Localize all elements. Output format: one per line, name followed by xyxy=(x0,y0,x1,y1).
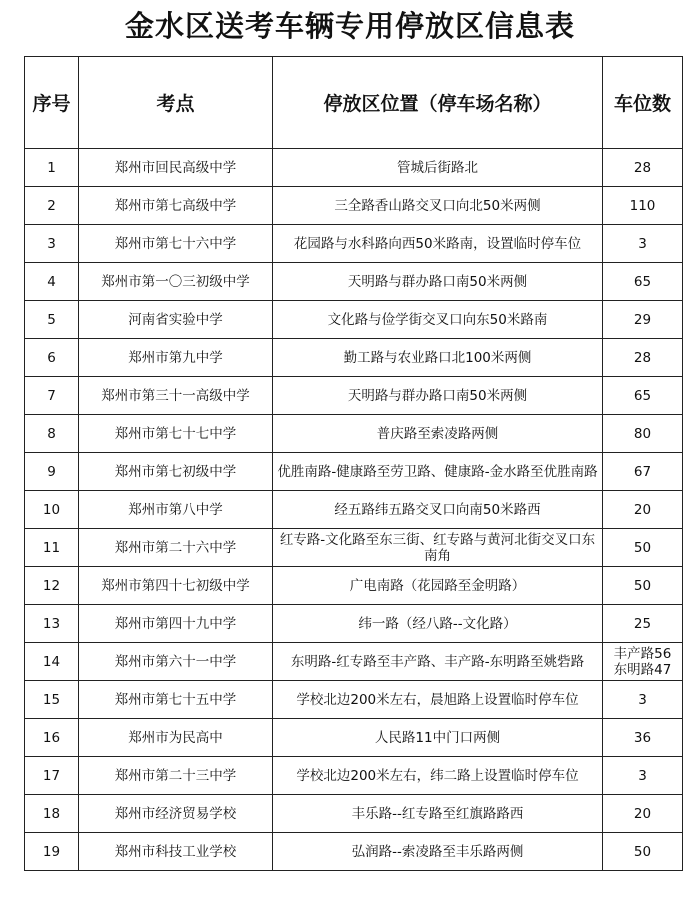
cell-location: 红专路-文化路至东三街、红专路与黄河北街交叉口东南角 xyxy=(273,529,603,567)
table-row xyxy=(25,225,683,263)
table-row xyxy=(25,187,683,225)
cell-spaces: 20 xyxy=(603,491,683,529)
table-row xyxy=(25,795,683,833)
header-location: 停放区位置（停车场名称） xyxy=(273,57,603,149)
cell-location: 学校北边200米左右，纬二路上设置临时停车位 xyxy=(273,757,603,795)
table-row xyxy=(25,567,683,605)
cell-location: 经五路纬五路交叉口向南50米路西 xyxy=(273,491,603,529)
table-row xyxy=(25,149,683,187)
cell-exam-site: 郑州市第七十六中学 xyxy=(79,225,273,263)
cell-exam-site: 郑州市经济贸易学校 xyxy=(79,795,273,833)
cell-spaces: 80 xyxy=(603,415,683,453)
cell-location: 勤工路与农业路口北100米两侧 xyxy=(273,339,603,377)
cell-no: 4 xyxy=(25,263,79,301)
cell-spaces: 50 xyxy=(603,567,683,605)
table-row xyxy=(25,681,683,719)
cell-exam-site: 郑州市第三十一高级中学 xyxy=(79,377,273,415)
cell-exam-site: 郑州市第七十五中学 xyxy=(79,681,273,719)
cell-exam-site: 郑州市第二十六中学 xyxy=(79,529,273,567)
cell-spaces: 29 xyxy=(603,301,683,339)
table-row xyxy=(25,529,683,567)
table-body xyxy=(25,149,683,871)
cell-spaces: 50 xyxy=(603,529,683,567)
cell-no: 13 xyxy=(25,605,79,643)
table-row xyxy=(25,757,683,795)
cell-no: 16 xyxy=(25,719,79,757)
cell-no: 14 xyxy=(25,643,79,681)
cell-spaces: 110 xyxy=(603,187,683,225)
cell-no: 2 xyxy=(25,187,79,225)
cell-spaces: 3 xyxy=(603,757,683,795)
cell-exam-site: 郑州市第四十七初级中学 xyxy=(79,567,273,605)
table-row xyxy=(25,339,683,377)
cell-location: 东明路-红专路至丰产路、丰产路-东明路至姚砦路 xyxy=(273,643,603,681)
parking-info-table xyxy=(24,56,683,871)
table-header-row xyxy=(25,57,683,149)
cell-no: 12 xyxy=(25,567,79,605)
cell-location: 天明路与群办路口南50米两侧 xyxy=(273,377,603,415)
cell-exam-site: 郑州市第六十一中学 xyxy=(79,643,273,681)
cell-spaces: 28 xyxy=(603,339,683,377)
table-row xyxy=(25,605,683,643)
cell-location: 广电南路（花园路至金明路） xyxy=(273,567,603,605)
cell-no: 7 xyxy=(25,377,79,415)
cell-spaces: 65 xyxy=(603,263,683,301)
cell-no: 8 xyxy=(25,415,79,453)
cell-spaces: 丰产路56 东明路47 xyxy=(603,643,683,681)
cell-no: 5 xyxy=(25,301,79,339)
cell-exam-site: 郑州市科技工业学校 xyxy=(79,833,273,871)
cell-location: 三全路香山路交叉口向北50米两侧 xyxy=(273,187,603,225)
table-row xyxy=(25,377,683,415)
table-row xyxy=(25,415,683,453)
cell-exam-site: 郑州市第二十三中学 xyxy=(79,757,273,795)
cell-no: 1 xyxy=(25,149,79,187)
cell-exam-site: 郑州市第七初级中学 xyxy=(79,453,273,491)
cell-spaces: 67 xyxy=(603,453,683,491)
header-spaces: 车位数 xyxy=(603,57,683,149)
cell-no: 10 xyxy=(25,491,79,529)
header-exam-site: 考点 xyxy=(79,57,273,149)
cell-location: 弘润路--索凌路至丰乐路两侧 xyxy=(273,833,603,871)
cell-spaces: 3 xyxy=(603,225,683,263)
cell-location: 丰乐路--红专路至红旗路路西 xyxy=(273,795,603,833)
cell-exam-site: 郑州市第四十九中学 xyxy=(79,605,273,643)
cell-spaces: 65 xyxy=(603,377,683,415)
cell-no: 18 xyxy=(25,795,79,833)
cell-no: 17 xyxy=(25,757,79,795)
cell-location: 天明路与群办路口南50米两侧 xyxy=(273,263,603,301)
cell-exam-site: 郑州市第七十七中学 xyxy=(79,415,273,453)
cell-location: 纬一路（经八路--文化路） xyxy=(273,605,603,643)
table-row xyxy=(25,643,683,681)
cell-exam-site: 郑州市第七高级中学 xyxy=(79,187,273,225)
cell-location: 学校北边200米左右，晨旭路上设置临时停车位 xyxy=(273,681,603,719)
cell-exam-site: 郑州市回民高级中学 xyxy=(79,149,273,187)
table-row xyxy=(25,453,683,491)
cell-exam-site: 郑州市第一〇三初级中学 xyxy=(79,263,273,301)
cell-exam-site: 郑州市为民高中 xyxy=(79,719,273,757)
cell-location: 普庆路至索凌路两侧 xyxy=(273,415,603,453)
cell-spaces: 50 xyxy=(603,833,683,871)
cell-spaces: 3 xyxy=(603,681,683,719)
cell-no: 15 xyxy=(25,681,79,719)
table-row xyxy=(25,301,683,339)
cell-spaces: 25 xyxy=(603,605,683,643)
cell-no: 11 xyxy=(25,529,79,567)
cell-no: 9 xyxy=(25,453,79,491)
cell-no: 19 xyxy=(25,833,79,871)
cell-exam-site: 郑州市第九中学 xyxy=(79,339,273,377)
cell-spaces: 36 xyxy=(603,719,683,757)
cell-spaces: 20 xyxy=(603,795,683,833)
header-no: 序号 xyxy=(25,57,79,149)
cell-location: 人民路11中门口两侧 xyxy=(273,719,603,757)
cell-location: 花园路与水科路向西50米路南，设置临时停车位 xyxy=(273,225,603,263)
page-title: 金水区送考车辆专用停放区信息表 xyxy=(124,9,575,43)
cell-location: 文化路与俭学街交叉口向东50米路南 xyxy=(273,301,603,339)
table-row xyxy=(25,263,683,301)
cell-location: 管城后街路北 xyxy=(273,149,603,187)
cell-no: 6 xyxy=(25,339,79,377)
cell-spaces: 28 xyxy=(603,149,683,187)
cell-no: 3 xyxy=(25,225,79,263)
cell-exam-site: 河南省实验中学 xyxy=(79,301,273,339)
cell-exam-site: 郑州市第八中学 xyxy=(79,491,273,529)
table-row xyxy=(25,719,683,757)
table-row xyxy=(25,833,683,871)
table-row xyxy=(25,491,683,529)
cell-location: 优胜南路-健康路至劳卫路、健康路-金水路至优胜南路 xyxy=(273,453,603,491)
